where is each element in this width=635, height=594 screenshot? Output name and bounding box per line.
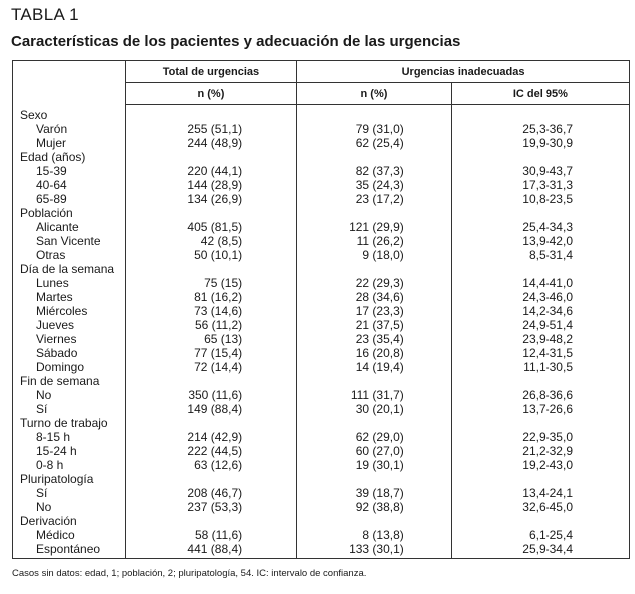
table-row	[13, 346, 630, 360]
table-row	[13, 276, 630, 290]
cell-total: 244 (48,9)	[125, 136, 296, 150]
table-row	[13, 136, 630, 150]
data-table	[12, 60, 630, 559]
cell-inadecuadas: 22 (29,3)	[297, 276, 452, 290]
cell-inadecuadas: 62 (29,0)	[297, 430, 452, 444]
category-row	[13, 105, 630, 123]
table-row	[13, 290, 630, 304]
cell-ic: 13,7-26,6	[451, 402, 629, 416]
row-label: Fin de semana	[20, 374, 100, 388]
row-label: Varón	[36, 122, 68, 136]
cell-ic: 24,3-46,0	[451, 290, 629, 304]
cell-total: 134 (26,9)	[125, 192, 296, 206]
cell-ic: 30,9-43,7	[451, 164, 629, 178]
cell-ic: 6,1-25,4	[451, 528, 629, 542]
table-row	[13, 402, 630, 416]
cell-ic	[451, 374, 629, 388]
cell-ic: 13,4-24,1	[451, 486, 629, 500]
row-label: Lunes	[36, 276, 69, 290]
cell-total	[125, 262, 296, 276]
row-label: Jueves	[36, 318, 75, 332]
cell-inadecuadas: 35 (24,3)	[297, 178, 452, 192]
cell-ic: 26,8-36,6	[451, 388, 629, 402]
cell-ic	[451, 206, 629, 220]
row-label: Turno de trabajo	[20, 416, 108, 430]
cell-ic	[451, 416, 629, 430]
cell-ic: 25,4-34,3	[451, 220, 629, 234]
cell-inadecuadas: 133 (30,1)	[297, 542, 452, 559]
category-row	[13, 514, 630, 528]
cell-inadecuadas: 62 (25,4)	[297, 136, 452, 150]
cell-ic	[451, 150, 629, 164]
row-label: Miércoles	[36, 304, 88, 318]
cell-total: 77 (15,4)	[125, 346, 296, 360]
cell-inadecuadas	[297, 262, 452, 276]
header-inad-n: n (%)	[297, 83, 452, 105]
cell-total: 149 (88,4)	[125, 402, 296, 416]
category-row	[13, 374, 630, 388]
cell-inadecuadas: 11 (26,2)	[297, 234, 452, 248]
table-row	[13, 234, 630, 248]
cell-total: 58 (11,6)	[125, 528, 296, 542]
row-label: Sábado	[36, 346, 78, 360]
cell-total: 63 (12,6)	[125, 458, 296, 472]
cell-total	[125, 105, 296, 123]
row-label: Día de la semana	[20, 262, 115, 276]
table-row	[13, 542, 630, 559]
cell-total: 222 (44,5)	[125, 444, 296, 458]
row-label: 15-24 h	[36, 444, 77, 458]
table-row	[13, 304, 630, 318]
cell-total: 220 (44,1)	[125, 164, 296, 178]
cell-inadecuadas: 8 (13,8)	[297, 528, 452, 542]
row-label: Otras	[36, 248, 66, 262]
table-row	[13, 430, 630, 444]
cell-ic: 23,9-48,2	[451, 332, 629, 346]
table-row	[13, 122, 630, 136]
cell-total	[125, 514, 296, 528]
row-label: Viernes	[36, 332, 77, 346]
cell-ic: 10,8-23,5	[451, 192, 629, 206]
cell-inadecuadas: 60 (27,0)	[297, 444, 452, 458]
cell-ic: 21,2-32,9	[451, 444, 629, 458]
cell-total: 42 (8,5)	[125, 234, 296, 248]
cell-inadecuadas: 121 (29,9)	[297, 220, 452, 234]
table-row	[13, 486, 630, 500]
cell-inadecuadas: 92 (38,8)	[297, 500, 452, 514]
cell-inadecuadas	[297, 374, 452, 388]
cell-ic: 24,9-51,4	[451, 318, 629, 332]
cell-total: 405 (81,5)	[125, 220, 296, 234]
cell-inadecuadas: 21 (37,5)	[297, 318, 452, 332]
cell-inadecuadas: 79 (31,0)	[297, 122, 452, 136]
cell-total: 441 (88,4)	[125, 542, 296, 559]
cell-ic: 19,2-43,0	[451, 458, 629, 472]
cell-total: 237 (53,3)	[125, 500, 296, 514]
cell-total: 144 (28,9)	[125, 178, 296, 192]
cell-total: 73 (14,6)	[125, 304, 296, 318]
table-row	[13, 388, 630, 402]
table-row	[13, 458, 630, 472]
cell-total: 214 (42,9)	[125, 430, 296, 444]
cell-inadecuadas	[297, 514, 452, 528]
cell-inadecuadas: 82 (37,3)	[297, 164, 452, 178]
cell-inadecuadas: 111 (31,7)	[297, 388, 452, 402]
row-label: No	[36, 500, 52, 514]
cell-total	[125, 150, 296, 164]
cell-ic: 14,4-41,0	[451, 276, 629, 290]
category-row	[13, 416, 630, 430]
row-label: Sí	[36, 486, 48, 500]
table-row	[13, 528, 630, 542]
cell-ic: 19,9-30,9	[451, 136, 629, 150]
cell-total: 50 (10,1)	[125, 248, 296, 262]
cell-inadecuadas	[297, 472, 452, 486]
cell-total: 75 (15)	[125, 276, 296, 290]
cell-total	[125, 206, 296, 220]
cell-ic: 11,1-30,5	[451, 360, 629, 374]
table-row	[13, 500, 630, 514]
header-total: Total de urgencias	[125, 61, 296, 83]
footnote: Casos sin datos: edad, 1; población, 2; pluripatología, 54. IC: intervalo de confianza.	[12, 568, 367, 579]
row-label: 65-89	[36, 192, 67, 206]
row-label: Mujer	[36, 136, 67, 150]
row-label: No	[36, 388, 52, 402]
cell-ic: 22,9-35,0	[451, 430, 629, 444]
cell-ic: 25,3-36,7	[451, 122, 629, 136]
row-label: Pluripatología	[20, 472, 94, 486]
cell-inadecuadas	[297, 150, 452, 164]
row-label: 0-8 h	[36, 458, 64, 472]
cell-total	[125, 416, 296, 430]
cell-total	[125, 374, 296, 388]
table-row	[13, 318, 630, 332]
cell-total	[125, 472, 296, 486]
cell-inadecuadas: 28 (34,6)	[297, 290, 452, 304]
table-row	[13, 178, 630, 192]
table-row	[13, 164, 630, 178]
table-row	[13, 220, 630, 234]
cell-total: 208 (46,7)	[125, 486, 296, 500]
cell-ic: 25,9-34,4	[451, 542, 629, 559]
header-total-n: n (%)	[125, 83, 296, 105]
cell-inadecuadas: 23 (35,4)	[297, 332, 452, 346]
cell-inadecuadas	[297, 105, 452, 123]
row-label: Población	[20, 206, 73, 220]
row-label: San Vicente	[36, 234, 101, 248]
corner-cell	[13, 61, 126, 105]
row-label: Alicante	[36, 220, 79, 234]
cell-ic	[451, 262, 629, 276]
cell-total: 72 (14,4)	[125, 360, 296, 374]
cell-ic: 17,3-31,3	[451, 178, 629, 192]
row-label: 40-64	[36, 178, 67, 192]
cell-inadecuadas: 30 (20,1)	[297, 402, 452, 416]
category-row	[13, 262, 630, 276]
header-ic: IC del 95%	[451, 83, 629, 105]
cell-inadecuadas: 9 (18,0)	[297, 248, 452, 262]
cell-inadecuadas: 16 (20,8)	[297, 346, 452, 360]
cell-ic: 32,6-45,0	[451, 500, 629, 514]
cell-inadecuadas: 14 (19,4)	[297, 360, 452, 374]
row-label: Martes	[36, 290, 73, 304]
cell-ic: 14,2-34,6	[451, 304, 629, 318]
cell-total: 56 (11,2)	[125, 318, 296, 332]
cell-inadecuadas	[297, 416, 452, 430]
table-row	[13, 444, 630, 458]
table-row	[13, 332, 630, 346]
cell-inadecuadas: 19 (30,1)	[297, 458, 452, 472]
table-row	[13, 192, 630, 206]
table-label: TABLA 1	[11, 5, 79, 24]
row-label: Sexo	[20, 107, 48, 122]
row-label: 15-39	[36, 164, 67, 178]
category-row	[13, 472, 630, 486]
table-body	[13, 105, 630, 559]
row-label: Espontáneo	[36, 542, 101, 556]
row-label: Médico	[36, 528, 75, 542]
category-row	[13, 206, 630, 220]
header-inadecuadas: Urgencias inadecuadas	[297, 61, 630, 83]
row-label: Derivación	[20, 514, 77, 528]
category-row	[13, 150, 630, 164]
cell-ic: 13,9-42,0	[451, 234, 629, 248]
table-row	[13, 360, 630, 374]
cell-total: 255 (51,1)	[125, 122, 296, 136]
cell-ic	[451, 472, 629, 486]
cell-total: 350 (11,6)	[125, 388, 296, 402]
table-title: Características de los pacientes y adecuación de las urgencias	[11, 33, 461, 50]
cell-inadecuadas: 39 (18,7)	[297, 486, 452, 500]
cell-inadecuadas: 17 (23,3)	[297, 304, 452, 318]
row-label: Domingo	[36, 360, 85, 374]
cell-ic: 12,4-31,5	[451, 346, 629, 360]
row-label: Sí	[36, 402, 48, 416]
row-label: 8-15 h	[36, 430, 71, 444]
cell-inadecuadas	[297, 206, 452, 220]
cell-inadecuadas: 23 (17,2)	[297, 192, 452, 206]
cell-total: 65 (13)	[125, 332, 296, 346]
cell-ic: 8,5-31,4	[451, 248, 629, 262]
row-label: Edad (años)	[20, 150, 86, 164]
table-row	[13, 248, 630, 262]
cell-ic	[451, 514, 629, 528]
cell-ic	[451, 105, 629, 123]
cell-total: 81 (16,2)	[125, 290, 296, 304]
